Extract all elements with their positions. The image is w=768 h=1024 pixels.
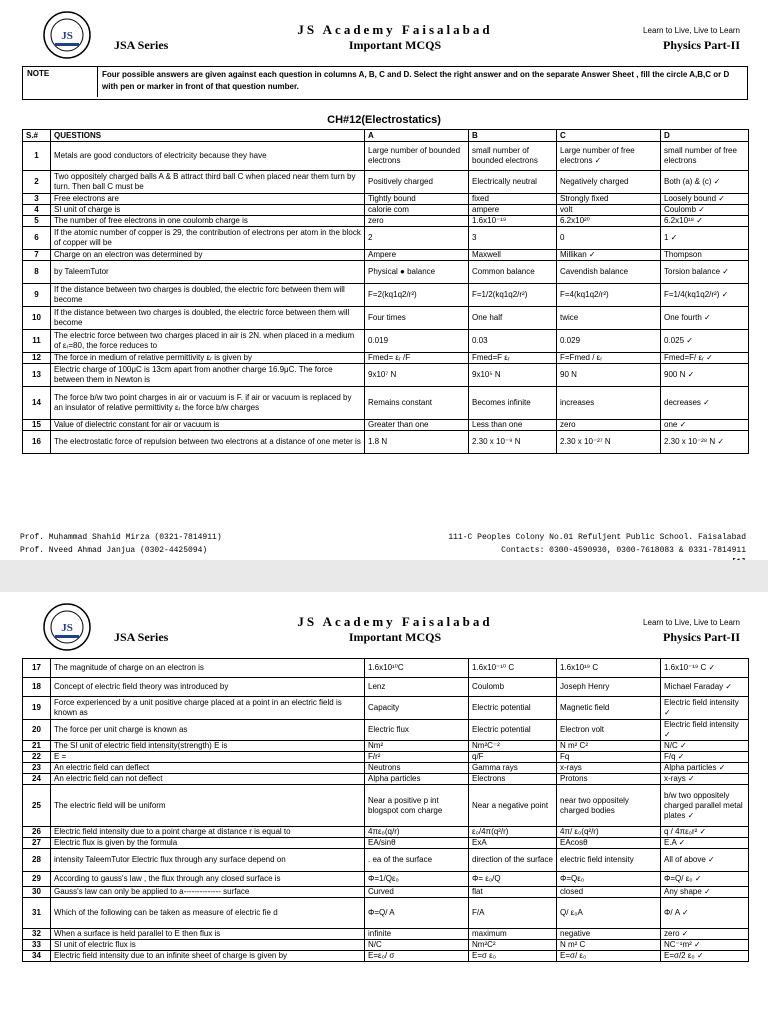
question-number: 16 <box>23 431 51 454</box>
option-d: Michael Faraday ✓ <box>661 678 749 697</box>
option-b: small number of bounded electrons <box>469 142 557 171</box>
question-row <box>23 250 749 261</box>
option-a: Electric flux <box>365 720 469 741</box>
option-a: Remains constant <box>365 387 469 420</box>
option-c: Protons <box>557 774 661 785</box>
option-c: 90 N <box>557 364 661 387</box>
option-b: Nm²C² <box>469 940 557 951</box>
option-d: One fourth ✓ <box>661 307 749 330</box>
page-header <box>0 0 768 62</box>
option-c: Fq <box>557 752 661 763</box>
option-b: Becomes infinite <box>469 387 557 420</box>
question-text: Which of the following can be taken as measure of electric fie d <box>51 898 365 929</box>
option-d: Any shape ✓ <box>661 887 749 898</box>
col-d-header: D <box>661 130 749 142</box>
option-a: calorie com <box>365 205 469 216</box>
option-b: Near a negative point <box>469 785 557 827</box>
question-number: 12 <box>23 353 51 364</box>
question-row <box>23 898 749 929</box>
academy-logo <box>42 602 92 652</box>
question-number: 6 <box>23 227 51 250</box>
col-sno-header: S.# <box>23 130 51 142</box>
subject-part: Physics Part-II <box>663 630 740 644</box>
option-a: Capacity <box>365 697 469 720</box>
option-c: 1.6x10¹⁹ C <box>557 659 661 678</box>
question-row <box>23 774 749 785</box>
question-text: Metals are good conductors of electricity because they have <box>51 142 365 171</box>
question-text: by TaleemTutor <box>51 261 365 284</box>
option-c: E=σ/ ε₀ <box>557 951 661 962</box>
question-number: 11 <box>23 330 51 353</box>
question-text: Gauss's law can only be applied to a-------------- surface <box>51 887 365 898</box>
question-row <box>23 763 749 774</box>
question-text: The force per unit charge is known as <box>51 720 365 741</box>
question-text: The magnitude of charge on an electron is <box>51 659 365 678</box>
question-row <box>23 659 749 678</box>
document-subtitle: Important MCQS <box>348 38 442 52</box>
option-d: Φ=Q/ ε₀ ✓ <box>661 872 749 887</box>
col-b-header: B <box>469 130 557 142</box>
option-d: decreases ✓ <box>661 387 749 420</box>
academy-logo <box>42 10 92 60</box>
question-text: SI unit of electric flux is <box>51 940 365 951</box>
option-d: E=σ/2 ε₀ ✓ <box>661 951 749 962</box>
option-a: Φ=Q/ A <box>365 898 469 929</box>
question-text: The number of free electrons in one coulomb charge is <box>51 216 365 227</box>
option-c: Q/ ε₀A <box>557 898 661 929</box>
question-number: 23 <box>23 763 51 774</box>
footer-phones: Contacts: 0300-4590930, 0300-7618083 & 0331-7814911 <box>501 546 746 555</box>
question-number: 17 <box>23 659 51 678</box>
question-number: 2 <box>23 171 51 194</box>
option-a: Curved <box>365 887 469 898</box>
question-row <box>23 940 749 951</box>
question-number: 8 <box>23 261 51 284</box>
question-text: Value of dielectric constant for air or vacuum is <box>51 420 365 431</box>
option-a: Physical ● balance <box>365 261 469 284</box>
academy-name: JS Academy Faisalabad <box>297 22 493 37</box>
option-c: Cavendish balance <box>557 261 661 284</box>
question-number: 25 <box>23 785 51 827</box>
question-number: 27 <box>23 838 51 849</box>
question-number: 21 <box>23 741 51 752</box>
option-a: Tightly bound <box>365 194 469 205</box>
option-b: flat <box>469 887 557 898</box>
question-text: According to gauss's law , the flux through any closed surface is <box>51 872 365 887</box>
question-row <box>23 678 749 697</box>
question-number: 9 <box>23 284 51 307</box>
question-row <box>23 284 749 307</box>
question-row <box>23 194 749 205</box>
question-row <box>23 420 749 431</box>
option-c: zero <box>557 420 661 431</box>
question-text: Charge on an electron was determined by <box>51 250 365 261</box>
option-d: Fmed=F/ εᵣ ✓ <box>661 353 749 364</box>
option-a: F/r² <box>365 752 469 763</box>
question-number: 15 <box>23 420 51 431</box>
option-c: increases <box>557 387 661 420</box>
question-number: 14 <box>23 387 51 420</box>
svg-text:JS: JS <box>61 622 73 634</box>
option-a: Neutrons <box>365 763 469 774</box>
question-row <box>23 827 749 838</box>
question-text: The force in medium of relative permittivity εᵣ is given by <box>51 353 365 364</box>
question-text: Electric charge of 100μC is 13cm apart from another charge 16.9μC. The force between them in Newton is <box>51 364 365 387</box>
option-a: Greater than one <box>365 420 469 431</box>
option-a: Positively charged <box>365 171 469 194</box>
question-text: The SI unit of electric field intensity(strength) E is <box>51 741 365 752</box>
option-d: 6.2x10¹⁸ ✓ <box>661 216 749 227</box>
option-b: 0.03 <box>469 330 557 353</box>
option-c: Electron volt <box>557 720 661 741</box>
question-row <box>23 205 749 216</box>
option-c: Joseph Henry <box>557 678 661 697</box>
option-b: Electric potential <box>469 697 557 720</box>
option-a: Large number of bounded electrons <box>365 142 469 171</box>
question-row <box>23 216 749 227</box>
option-a: Nm² <box>365 741 469 752</box>
subject-part: Physics Part-II <box>663 38 740 52</box>
option-c: F=4(kq1q2/r²) <box>557 284 661 307</box>
option-c: near two oppositely charged bodies <box>557 785 661 827</box>
question-text: If the distance between two charges is doubled, the electric forc between them will become <box>51 284 365 307</box>
question-number: 31 <box>23 898 51 929</box>
option-d: b/w two oppositely charged parallel metal plates ✓ <box>661 785 749 827</box>
question-row <box>23 785 749 827</box>
footer-contact-1: Prof. Muhammad Shahid Mirza (0321-7814911) <box>20 533 222 542</box>
question-row <box>23 720 749 741</box>
academy-name: JS Academy Faisalabad <box>297 614 493 629</box>
option-a: . ea of the surface <box>365 849 469 872</box>
question-text: The electrostatic force of repulsion between two electrons at a distance of one meter is <box>51 431 365 454</box>
document-subtitle: Important MCQS <box>348 630 442 644</box>
page-header-2 <box>0 592 768 654</box>
question-text: If the atomic number of copper is 29, the contribution of electrons per atom in the block of copper will be <box>51 227 365 250</box>
question-text: Electric field intensity due to a point charge at distance r is equal to <box>51 827 365 838</box>
question-number: 26 <box>23 827 51 838</box>
option-d: E.A ✓ <box>661 838 749 849</box>
option-b: ε₀/4π(q²/r) <box>469 827 557 838</box>
series-label: JSA Series <box>114 630 169 644</box>
chapter-title: CH#12(Electrostatics) <box>327 114 441 126</box>
option-d: Electric field intensity ✓ <box>661 720 749 741</box>
question-text: Electric field intensity due to an infinite sheet of charge is given by <box>51 951 365 962</box>
option-d: All of above ✓ <box>661 849 749 872</box>
option-c: 4π/ ε₀(q²/r) <box>557 827 661 838</box>
page-2 <box>0 592 768 1024</box>
mcq-table-page-2 <box>22 658 749 962</box>
question-row <box>23 872 749 887</box>
option-d: x-rays ✓ <box>661 774 749 785</box>
question-number: 33 <box>23 940 51 951</box>
option-a: Φ=1/Qε₀ <box>365 872 469 887</box>
option-d: Coulomb ✓ <box>661 205 749 216</box>
option-c: Φ=Qε₀ <box>557 872 661 887</box>
question-text: Force experienced by a unit positive charge placed at a point in an electric field is known as <box>51 697 365 720</box>
option-b: Electrons <box>469 774 557 785</box>
col-a-header: A <box>365 130 469 142</box>
question-text: E = <box>51 752 365 763</box>
option-a: 1.6x10¹⁰C <box>365 659 469 678</box>
question-row <box>23 887 749 898</box>
option-a: Ampere <box>365 250 469 261</box>
question-row <box>23 171 749 194</box>
svg-text:JS: JS <box>61 30 73 42</box>
option-b: Coulomb <box>469 678 557 697</box>
option-c: Magnetic field <box>557 697 661 720</box>
question-number: 7 <box>23 250 51 261</box>
option-d: N/C ✓ <box>661 741 749 752</box>
option-b: ExA <box>469 838 557 849</box>
option-a: EA/sinθ <box>365 838 469 849</box>
question-row <box>23 227 749 250</box>
academy-motto: Learn to Live, Live to Learn <box>643 26 740 35</box>
option-a: F=2(kq1q2/r²) <box>365 284 469 307</box>
question-row <box>23 752 749 763</box>
series-label: JSA Series <box>114 38 169 52</box>
option-b: Gamma rays <box>469 763 557 774</box>
question-number: 32 <box>23 929 51 940</box>
option-d: Both (a) & (c) ✓ <box>661 171 749 194</box>
option-a: 4πε₀(q/r) <box>365 827 469 838</box>
question-number: 29 <box>23 872 51 887</box>
option-d: one ✓ <box>661 420 749 431</box>
academy-motto: Learn to Live, Live to Learn <box>643 618 740 627</box>
option-b: Maxwell <box>469 250 557 261</box>
option-d: F=1/4(kq1q2/r²) ✓ <box>661 284 749 307</box>
option-b: ampere <box>469 205 557 216</box>
option-c: N m² C <box>557 940 661 951</box>
option-d: q / 4πε₀r² ✓ <box>661 827 749 838</box>
option-b: q/F <box>469 752 557 763</box>
question-row <box>23 387 749 420</box>
option-d: 0.025 ✓ <box>661 330 749 353</box>
option-c: closed <box>557 887 661 898</box>
option-d: Electric field intensity ✓ <box>661 697 749 720</box>
question-row <box>23 741 749 752</box>
option-a: E=ε₀/ σ <box>365 951 469 962</box>
question-row <box>23 353 749 364</box>
option-b: 3 <box>469 227 557 250</box>
option-c: Large number of free electrons ✓ <box>557 142 661 171</box>
option-a: N/C <box>365 940 469 951</box>
table-header-row <box>23 130 749 142</box>
question-text: intensity TaleemTutor Electric flux through any surface depend on <box>51 849 365 872</box>
option-a: 0.019 <box>365 330 469 353</box>
option-b: Less than one <box>469 420 557 431</box>
option-c: 2.30 x 10⁻²⁷ N <box>557 431 661 454</box>
option-a: Fmed= εᵣ /F <box>365 353 469 364</box>
question-row <box>23 929 749 940</box>
option-c: F=Fmed / εᵣ <box>557 353 661 364</box>
option-d: 2.30 x 10⁻²⁸ N ✓ <box>661 431 749 454</box>
question-number: 1 <box>23 142 51 171</box>
option-b: Φ= ε₀/Q <box>469 872 557 887</box>
option-c: electric field intensity <box>557 849 661 872</box>
option-c: volt <box>557 205 661 216</box>
option-a: Lenz <box>365 678 469 697</box>
option-a: 9x10⁷ N <box>365 364 469 387</box>
question-number: 18 <box>23 678 51 697</box>
question-text: Two oppositely charged balls A & B attract third ball C when placed near them turn by turn. Then ball C must be <box>51 171 365 194</box>
option-d: Thompson <box>661 250 749 261</box>
option-d: Loosely bound ✓ <box>661 194 749 205</box>
option-a: zero <box>365 216 469 227</box>
question-number: 20 <box>23 720 51 741</box>
option-d: 1.6x10⁻¹⁹ C ✓ <box>661 659 749 678</box>
option-d: Φ/ A ✓ <box>661 898 749 929</box>
question-row <box>23 364 749 387</box>
question-text: The electric force between two charges placed in air is 2N. when placed in a medium of εᵣ=80, the force reduces to <box>51 330 365 353</box>
option-c: Strongly fixed <box>557 194 661 205</box>
question-text: An electric field can not deflect <box>51 774 365 785</box>
option-a: 1.8 N <box>365 431 469 454</box>
option-b: Electric potential <box>469 720 557 741</box>
col-c-header: C <box>557 130 661 142</box>
question-number: 19 <box>23 697 51 720</box>
option-c: Millikan ✓ <box>557 250 661 261</box>
question-row <box>23 431 749 454</box>
question-row <box>23 142 749 171</box>
note-text: Four possible answers are given against each question in columns A, B, C and D. Select the right answer and on the separate Answer Sheet , fill the circle A,B,C or D with pen or marker in front of that question number. <box>97 67 745 97</box>
option-a: Alpha particles <box>365 774 469 785</box>
question-text: The force b/w two point charges in air or vacuum is F. if air or vacuum is replaced by an insulator of relative permittivity εᵣ the force b/w charges <box>51 387 365 420</box>
option-d: F/q ✓ <box>661 752 749 763</box>
option-d: zero ✓ <box>661 929 749 940</box>
question-number: 30 <box>23 887 51 898</box>
question-text: An electric field can deflect <box>51 763 365 774</box>
option-a: infinite <box>365 929 469 940</box>
question-row <box>23 838 749 849</box>
option-c: 6.2x10²⁰ <box>557 216 661 227</box>
option-c: negative <box>557 929 661 940</box>
option-b: direction of the surface <box>469 849 557 872</box>
option-b: 1.6x10⁻¹⁰ C <box>469 659 557 678</box>
question-number: 5 <box>23 216 51 227</box>
option-d: Torsion balance ✓ <box>661 261 749 284</box>
page-separator <box>0 560 768 592</box>
option-c: 0 <box>557 227 661 250</box>
option-a: Near a positive p int blogspot com charge <box>365 785 469 827</box>
option-d: Alpha particles ✓ <box>661 763 749 774</box>
option-b: 2.30 x 10⁻⁹ N <box>469 431 557 454</box>
footer-address: 111-C Peoples Colony No.01 Refuljent Public School. Faisalabad <box>448 533 746 542</box>
option-c: EAcosθ <box>557 838 661 849</box>
footer-contact-2: Prof. Nveed Ahmad Janjua (0302-4425094) <box>20 546 208 555</box>
option-b: Nm²C⁻² <box>469 741 557 752</box>
question-number: 22 <box>23 752 51 763</box>
option-b: Electrically neutral <box>469 171 557 194</box>
question-text: When a surface is held parallel to E then flux is <box>51 929 365 940</box>
mcq-table-page-1 <box>22 129 749 454</box>
option-d: NC⁻¹m² ✓ <box>661 940 749 951</box>
note-box <box>22 66 748 100</box>
question-number: 13 <box>23 364 51 387</box>
option-d: 900 N ✓ <box>661 364 749 387</box>
question-number: 10 <box>23 307 51 330</box>
option-d: 1 ✓ <box>661 227 749 250</box>
col-question-header: QUESTIONS <box>51 130 365 142</box>
option-b: maximum <box>469 929 557 940</box>
question-row <box>23 307 749 330</box>
question-number: 24 <box>23 774 51 785</box>
question-row <box>23 951 749 962</box>
option-b: F/A <box>469 898 557 929</box>
option-c: N m² C² <box>557 741 661 752</box>
option-b: fixed <box>469 194 557 205</box>
option-b: Common balance <box>469 261 557 284</box>
question-number: 34 <box>23 951 51 962</box>
question-number: 3 <box>23 194 51 205</box>
question-number: 28 <box>23 849 51 872</box>
question-row <box>23 697 749 720</box>
option-c: x-rays <box>557 763 661 774</box>
question-text: If the distance between two charges is doubled, the electric force between them will become <box>51 307 365 330</box>
option-b: One half <box>469 307 557 330</box>
question-number: 4 <box>23 205 51 216</box>
option-a: Four times <box>365 307 469 330</box>
note-label: NOTE <box>27 69 50 78</box>
option-d: small number of free electrons <box>661 142 749 171</box>
option-b: E=σ ε₀ <box>469 951 557 962</box>
option-c: Negatively charged <box>557 171 661 194</box>
question-text: The electric field will be uniform <box>51 785 365 827</box>
option-c: 0.029 <box>557 330 661 353</box>
option-b: Fmed=F εᵣ <box>469 353 557 364</box>
option-b: 9x10⁵ N <box>469 364 557 387</box>
option-a: 2 <box>365 227 469 250</box>
question-row <box>23 330 749 353</box>
question-text: Free electrons are <box>51 194 365 205</box>
question-text: SI unit of charge is <box>51 205 365 216</box>
option-b: F=1/2(kq1q2/r²) <box>469 284 557 307</box>
question-text: Electric flux is given by the formula <box>51 838 365 849</box>
question-text: Concept of electric field theory was introduced by <box>51 678 365 697</box>
question-row <box>23 849 749 872</box>
question-row <box>23 261 749 284</box>
option-c: twice <box>557 307 661 330</box>
option-b: 1.6x10⁻¹⁹ <box>469 216 557 227</box>
